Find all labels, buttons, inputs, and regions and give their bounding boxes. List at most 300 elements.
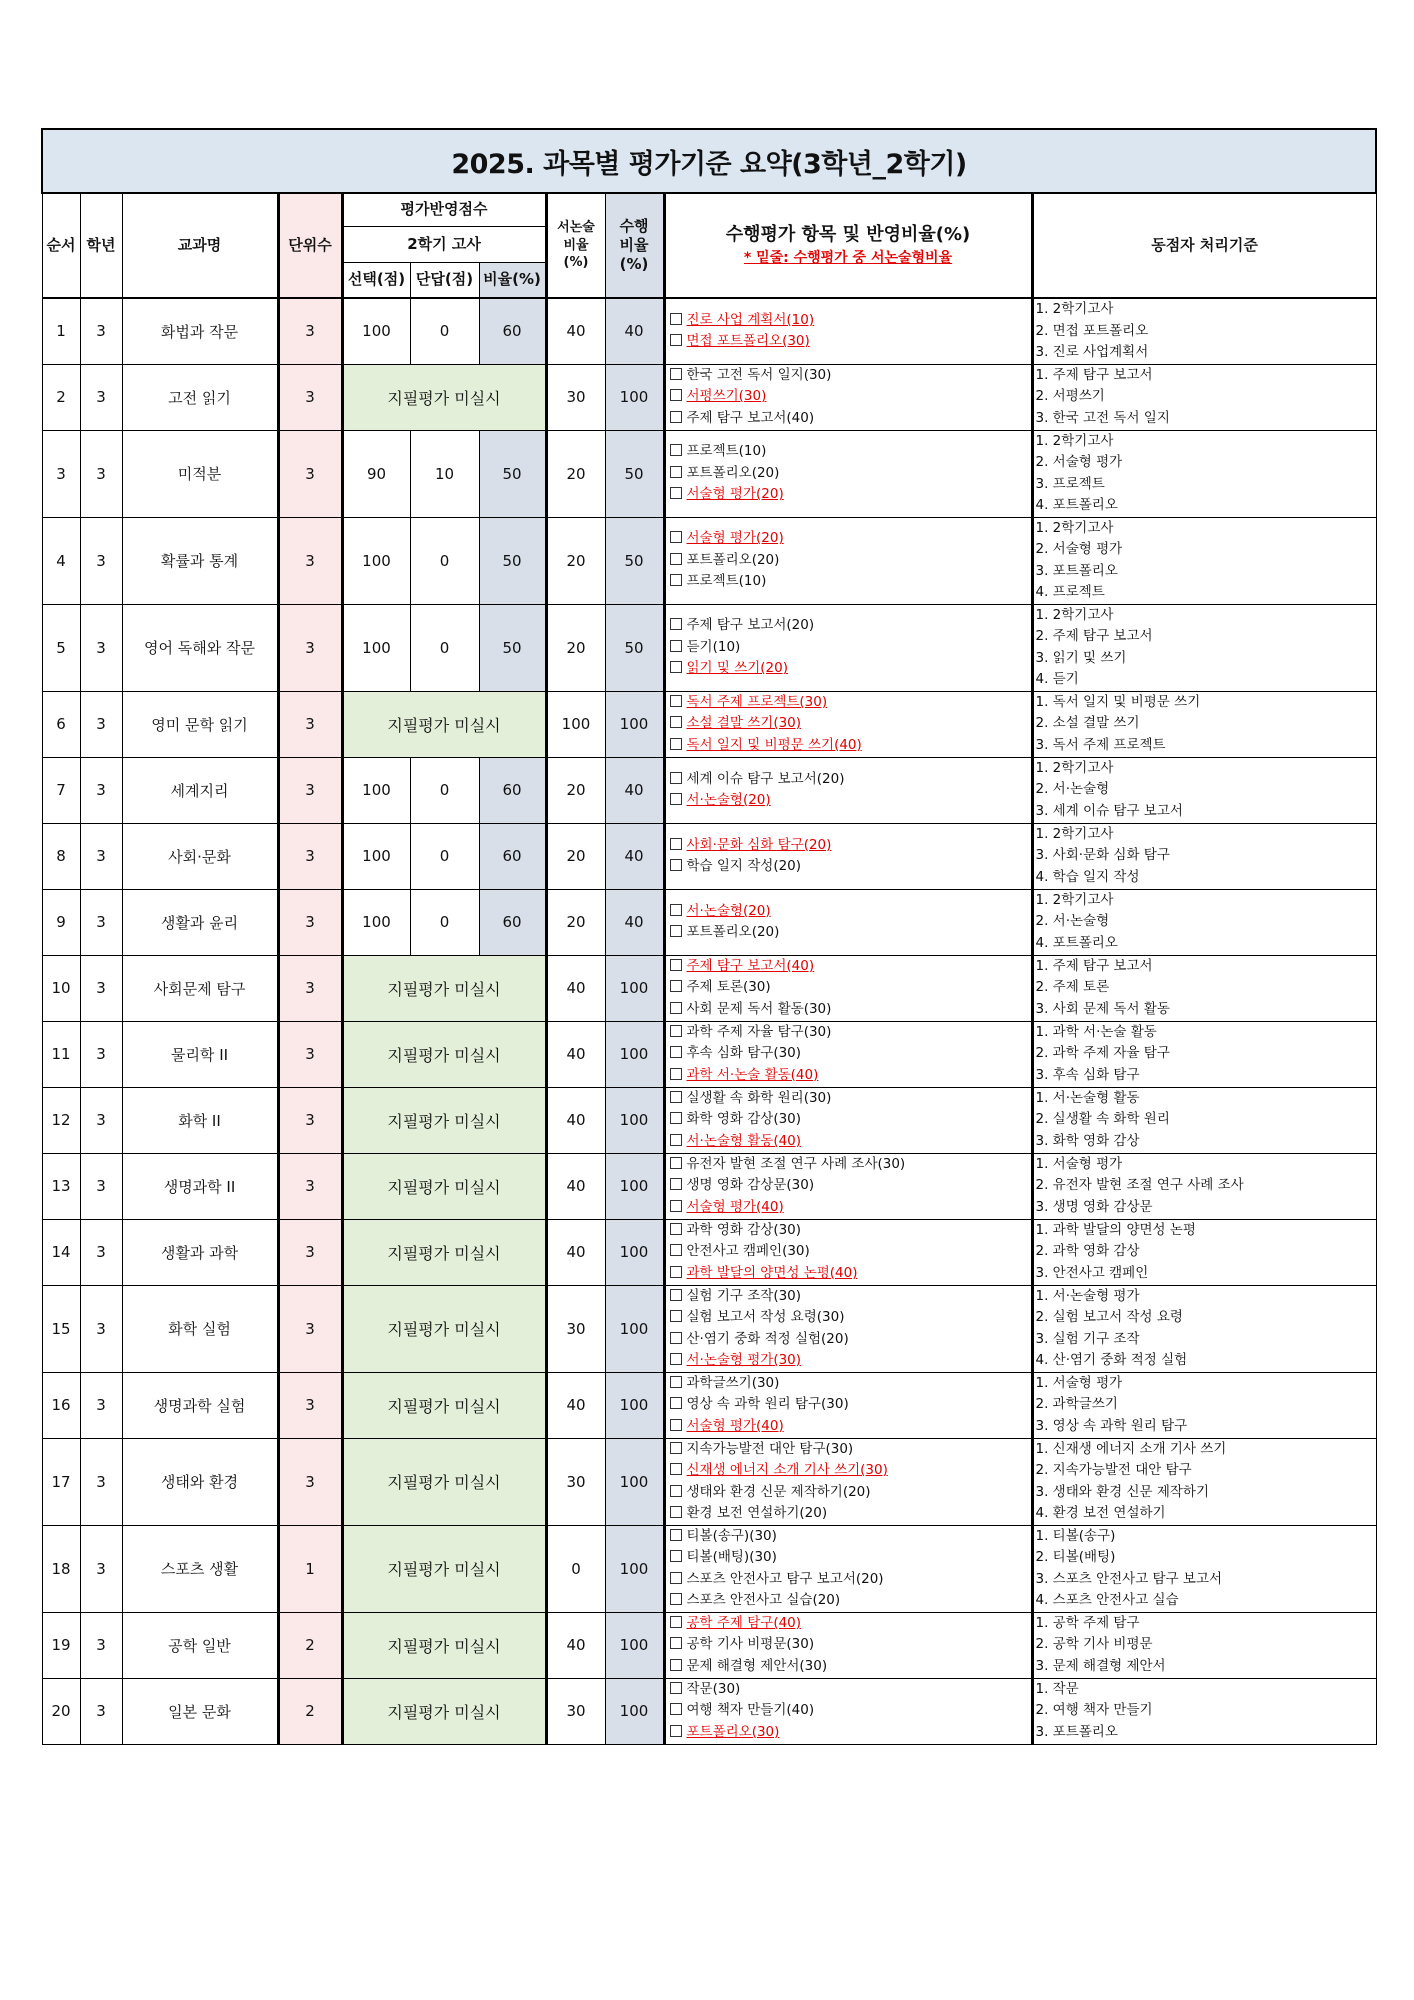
perf-item-label: 스포츠 안전사고 실습(20) (686, 1592, 841, 1608)
tie-rule-item: 2. 여행 책자 만들기 (1035, 1702, 1153, 1719)
tie-rule-item: 1. 주제 탐구 보고서 (1035, 957, 1153, 974)
table-row (42, 1087, 1376, 1153)
perf-item-label: 과학글쓰기(30) (686, 1374, 780, 1391)
table-row (42, 955, 1376, 1021)
grade-cell: 3 (80, 1525, 122, 1612)
grade-cell: 3 (80, 1285, 122, 1372)
short-score-cell: 0 (410, 604, 479, 691)
no-written-exam-cell: 지필평가 미실시 (342, 1219, 546, 1285)
perf-ratio-cell: 50 (605, 517, 664, 604)
perf-ratio-cell: 50 (605, 430, 664, 517)
short-score-cell: 0 (410, 298, 479, 364)
tie-rule-item: 2. 주제 토론 (1035, 979, 1110, 996)
exam-ratio-cell: 60 (479, 889, 546, 955)
short-score-cell: 0 (410, 757, 479, 823)
order-cell: 10 (42, 955, 80, 1021)
perf-item (670, 441, 1031, 463)
perf-item-label: 티볼(송구)(30) (686, 1527, 777, 1544)
table-row (42, 364, 1376, 430)
tie-rule-item: 2. 과학 영화 감상 (1035, 1243, 1140, 1260)
checkbox-icon (670, 1332, 682, 1344)
perf-item (670, 1197, 1031, 1219)
perf-item-essay-label: 면접 포트폴리오(30) (686, 333, 810, 350)
no-written-exam-cell: 지필평가 미실시 (342, 1021, 546, 1087)
perf-item-essay-label: 신재생 에너지 소개 기사 쓰기(30) (686, 1462, 888, 1478)
tie-rule-item: 1. 공학 주제 탐구 (1035, 1614, 1140, 1631)
checkbox-icon (670, 716, 682, 728)
perf-items-cell (664, 889, 1032, 955)
perf-item-label: 화학 영화 감상(30) (686, 1111, 802, 1128)
essay-ratio-cell: 20 (546, 430, 605, 517)
perf-item (670, 1482, 1031, 1504)
checkbox-icon (670, 1572, 682, 1584)
checkbox-icon (670, 411, 682, 423)
choice-score-cell: 100 (342, 298, 410, 364)
checkbox-icon (670, 1134, 682, 1146)
checkbox-icon (670, 531, 682, 543)
essay-ratio-cell: 20 (546, 889, 605, 955)
tie-rule-cell (1032, 1438, 1376, 1525)
grade-cell: 3 (80, 889, 122, 955)
tie-rule-item: 2. 소설 결말 쓰기 (1035, 715, 1140, 732)
tie-rule-item: 1. 2학기고사 (1035, 759, 1114, 776)
subject-cell: 생명과학 II (122, 1153, 278, 1219)
tie-rule-cell (1032, 1153, 1376, 1219)
grade-cell: 3 (80, 364, 122, 430)
checkbox-icon (670, 1025, 682, 1037)
order-cell: 9 (42, 889, 80, 955)
tie-rule-cell (1032, 691, 1376, 757)
checkbox-icon (670, 1725, 682, 1737)
perf-item (670, 1679, 1031, 1701)
tie-rule-item: 3. 화학 영화 감상 (1035, 1132, 1140, 1149)
tie-rule-item: 3. 포트폴리오 (1035, 1723, 1118, 1740)
tie-rule-item: 3. 독서 주제 프로젝트 (1035, 736, 1166, 753)
perf-item (670, 1220, 1031, 1242)
no-written-exam-cell: 지필평가 미실시 (342, 1153, 546, 1219)
perf-item-label: 실생활 속 화학 원리(30) (686, 1089, 832, 1106)
units-cell: 3 (278, 1087, 342, 1153)
perf-ratio-cell: 100 (605, 1153, 664, 1219)
perf-item (670, 615, 1031, 637)
criteria-table (41, 128, 1377, 1745)
units-cell: 3 (278, 1219, 342, 1285)
grade-cell: 3 (80, 604, 122, 691)
tie-rule-cell (1032, 604, 1376, 691)
essay-ratio-cell: 40 (546, 1021, 605, 1087)
header-choice: 선택(점) (342, 262, 410, 298)
checkbox-icon (670, 1419, 682, 1431)
tie-rule-item: 1. 티볼(송구) (1035, 1527, 1116, 1544)
units-cell: 3 (278, 955, 342, 1021)
perf-item-label: 실험 보고서 작성 요령(30) (686, 1309, 845, 1325)
perf-item-label: 과학 주제 자율 탐구(30) (686, 1023, 832, 1040)
units-cell: 3 (278, 517, 342, 604)
grade-cell: 3 (80, 823, 122, 889)
perf-ratio-cell: 100 (605, 1678, 664, 1744)
checkbox-icon (670, 1682, 682, 1694)
table-row (42, 1525, 1376, 1612)
short-score-cell: 10 (410, 430, 479, 517)
perf-item (670, 1043, 1031, 1065)
perf-item-label: 실험 기구 조작(30) (686, 1287, 802, 1304)
checkbox-icon (670, 1046, 682, 1058)
exam-ratio-cell: 60 (479, 298, 546, 364)
tie-rule-item: 2. 서·논술형 (1035, 913, 1110, 930)
units-cell: 3 (278, 691, 342, 757)
perf-item-essay-label: 서·논술형 평가(30) (686, 1352, 802, 1368)
tie-rule-item: 2. 면접 포트폴리오 (1035, 322, 1149, 339)
perf-item (670, 1154, 1031, 1176)
perf-items-cell (664, 1525, 1032, 1612)
perf-item (670, 790, 1031, 812)
units-cell: 3 (278, 364, 342, 430)
checkbox-icon (670, 1442, 682, 1454)
tie-rule-item: 1. 서술형 평가 (1035, 1374, 1123, 1391)
tie-rule-item: 1. 신재생 에너지 소개 기사 쓰기 (1035, 1440, 1227, 1457)
perf-item-label: 생명 영화 감상문(30) (686, 1177, 815, 1194)
perf-item (670, 901, 1031, 923)
perf-item (670, 637, 1031, 659)
subject-cell: 영어 독해와 작문 (122, 604, 278, 691)
essay-ratio-cell: 30 (546, 364, 605, 430)
units-cell: 3 (278, 1285, 342, 1372)
checkbox-icon (670, 1506, 682, 1518)
table-row (42, 517, 1376, 604)
subject-cell: 화학 II (122, 1087, 278, 1153)
perf-ratio-cell: 100 (605, 364, 664, 430)
perf-ratio-cell: 50 (605, 604, 664, 691)
checkbox-icon (670, 1068, 682, 1080)
perf-item-label: 포트폴리오(20) (686, 464, 780, 481)
table-row (42, 1438, 1376, 1525)
perf-item (670, 692, 1031, 714)
essay-ratio-cell: 40 (546, 955, 605, 1021)
essay-ratio-cell: 20 (546, 517, 605, 604)
essay-ratio-cell: 100 (546, 691, 605, 757)
tie-rule-item: 4. 환경 보전 연설하기 (1035, 1505, 1166, 1521)
perf-item (670, 550, 1031, 572)
perf-ratio-cell: 40 (605, 823, 664, 889)
perf-items-cell (664, 1153, 1032, 1219)
checkbox-icon (670, 904, 682, 916)
tie-rule-item: 2. 주제 탐구 보고서 (1035, 628, 1153, 644)
perf-item-essay-label: 서술형 평가(40) (686, 1417, 784, 1434)
perf-items-cell (664, 364, 1032, 430)
perf-items-cell (664, 757, 1032, 823)
perf-item-essay-label: 과학 서·논술 활동(40) (686, 1066, 819, 1083)
perf-item (670, 735, 1031, 757)
perf-item (670, 484, 1031, 506)
tie-rule-item: 3. 한국 고전 독서 일지 (1035, 409, 1170, 426)
essay-ratio-cell: 40 (546, 1372, 605, 1438)
perf-item (670, 1656, 1031, 1678)
no-written-exam-cell: 지필평가 미실시 (342, 1372, 546, 1438)
checkbox-icon (670, 368, 682, 380)
perf-items-cell (664, 604, 1032, 691)
order-cell: 19 (42, 1612, 80, 1678)
order-cell: 8 (42, 823, 80, 889)
tie-rule-item: 3. 생명 영화 감상문 (1035, 1198, 1153, 1215)
perf-item-label: 주제 토론(30) (686, 979, 771, 996)
perf-item-label: 스포츠 안전사고 탐구 보고서(20) (686, 1570, 884, 1587)
perf-items-cell (664, 1021, 1032, 1087)
perf-item (670, 1394, 1031, 1416)
subject-cell: 사회·문화 (122, 823, 278, 889)
tie-rule-item: 3. 진로 사업계획서 (1035, 344, 1149, 360)
order-cell: 13 (42, 1153, 80, 1219)
exam-ratio-cell: 50 (479, 604, 546, 691)
grade-cell: 3 (80, 1612, 122, 1678)
tie-rule-item: 1. 2학기고사 (1035, 519, 1114, 536)
table-row (42, 604, 1376, 691)
checkbox-icon (670, 1157, 682, 1169)
tie-rule-item: 3. 포트폴리오 (1035, 562, 1118, 579)
choice-score-cell: 100 (342, 823, 410, 889)
tie-rule-item: 3. 스포츠 안전사고 탐구 보고서 (1035, 1570, 1223, 1587)
perf-item-label: 프로젝트(10) (686, 573, 767, 590)
checkbox-icon (670, 313, 682, 325)
subject-cell: 고전 읽기 (122, 364, 278, 430)
tie-rule-item: 3. 사회·문화 심화 탐구 (1035, 847, 1170, 864)
perf-item-label: 티볼(배팅)(30) (686, 1549, 777, 1565)
checkbox-icon (670, 1616, 682, 1628)
units-cell: 3 (278, 889, 342, 955)
subject-cell: 미적분 (122, 430, 278, 517)
header-perf-ratio: 수행 비율 (%) (605, 193, 664, 298)
tie-rule-item: 3. 세계 이슈 탐구 보고서 (1035, 802, 1183, 819)
subject-cell: 물리학 II (122, 1021, 278, 1087)
tie-rule-item: 2. 티볼(배팅) (1035, 1549, 1116, 1565)
tie-rule-item: 1. 2학기고사 (1035, 606, 1114, 623)
checkbox-icon (670, 1289, 682, 1301)
header-order: 순서 (42, 193, 80, 298)
perf-item-label: 한국 고전 독서 일지(30) (686, 366, 832, 383)
tie-rule-item: 4. 포트폴리오 (1035, 934, 1118, 951)
tie-rule-item: 2. 유전자 발현 조절 연구 사례 조사 (1035, 1177, 1244, 1194)
tie-rule-item: 1. 과학 발달의 양면성 논평 (1035, 1221, 1196, 1238)
perf-item-essay-label: 과학 발달의 양면성 논평(40) (686, 1264, 858, 1281)
header-tie-rule: 동점자 처리기준 (1032, 193, 1376, 298)
essay-ratio-cell: 30 (546, 1285, 605, 1372)
checkbox-icon (670, 1200, 682, 1212)
perf-items-cell (664, 1372, 1032, 1438)
checkbox-icon (670, 1353, 682, 1365)
tie-rule-item: 2. 공학 기사 비평문 (1035, 1636, 1153, 1653)
perf-item-label: 사회 문제 독서 활동(30) (686, 1000, 832, 1017)
essay-ratio-cell: 20 (546, 604, 605, 691)
perf-item-essay-label: 서·논술형 활동(40) (686, 1132, 802, 1149)
perf-item (670, 1416, 1031, 1438)
table-row (42, 1372, 1376, 1438)
perf-item (670, 1241, 1031, 1263)
perf-item-label: 산·염기 중화 적정 실험(20) (686, 1330, 849, 1347)
no-written-exam-cell: 지필평가 미실시 (342, 955, 546, 1021)
units-cell: 3 (278, 1438, 342, 1525)
perf-ratio-cell: 100 (605, 1087, 664, 1153)
tie-rule-item: 3. 후속 심화 탐구 (1035, 1066, 1140, 1083)
tie-rule-item: 1. 독서 일지 및 비평문 쓰기 (1035, 693, 1201, 710)
perf-item (670, 1613, 1031, 1635)
perf-items-cell (664, 1285, 1032, 1372)
no-written-exam-cell: 지필평가 미실시 (342, 364, 546, 430)
header-ratio: 비율(%) (479, 262, 546, 298)
order-cell: 15 (42, 1285, 80, 1372)
header-subject: 교과명 (122, 193, 278, 298)
perf-item-essay-label: 서술형 평가(20) (686, 530, 784, 547)
units-cell: 3 (278, 1153, 342, 1219)
header-units: 단위수 (278, 193, 342, 298)
grade-cell: 3 (80, 1087, 122, 1153)
tie-rule-cell (1032, 955, 1376, 1021)
perf-item (670, 658, 1031, 680)
checkbox-icon (670, 838, 682, 850)
perf-item (670, 571, 1031, 593)
perf-ratio-cell: 100 (605, 1612, 664, 1678)
checkbox-icon (670, 1223, 682, 1235)
exam-ratio-cell: 60 (479, 823, 546, 889)
perf-item (670, 365, 1031, 387)
short-score-cell: 0 (410, 889, 479, 955)
subject-cell: 세계지리 (122, 757, 278, 823)
header-essay-ratio: 서논술 비율 (%) (546, 193, 605, 298)
table-row (42, 691, 1376, 757)
grade-cell: 3 (80, 517, 122, 604)
perf-item (670, 1329, 1031, 1351)
checkbox-icon (670, 772, 682, 784)
perf-item (670, 835, 1031, 857)
perf-item (670, 386, 1031, 408)
subject-cell: 화법과 작문 (122, 298, 278, 364)
perf-item-essay-label: 사회·문화 심화 탐구(20) (686, 836, 832, 853)
perf-item-label: 여행 책자 만들기(40) (686, 1702, 815, 1719)
perf-item (670, 1263, 1031, 1285)
perf-item (670, 1022, 1031, 1044)
perf-items-cell (664, 1219, 1032, 1285)
tie-rule-cell (1032, 1612, 1376, 1678)
checkbox-icon (670, 1091, 682, 1103)
tie-rule-item: 2. 과학글쓰기 (1035, 1396, 1118, 1413)
no-written-exam-cell: 지필평가 미실시 (342, 1678, 546, 1744)
tie-rule-item: 2. 지속가능발전 대안 탐구 (1035, 1462, 1192, 1478)
perf-item-essay-label: 서술형 평가(20) (686, 486, 784, 503)
tie-rule-cell (1032, 517, 1376, 604)
perf-item-label: 듣기(10) (686, 638, 741, 655)
perf-item (670, 769, 1031, 791)
tie-rule-item: 1. 2학기고사 (1035, 891, 1114, 908)
units-cell: 3 (278, 604, 342, 691)
checkbox-icon (670, 925, 682, 937)
essay-ratio-cell: 40 (546, 1612, 605, 1678)
order-cell: 16 (42, 1372, 80, 1438)
short-score-cell: 0 (410, 517, 479, 604)
header-grade: 학년 (80, 193, 122, 298)
checkbox-icon (670, 1310, 682, 1322)
tie-rule-item: 1. 서술형 평가 (1035, 1155, 1123, 1172)
exam-ratio-cell: 50 (479, 430, 546, 517)
essay-ratio-cell: 30 (546, 1678, 605, 1744)
checkbox-icon (670, 444, 682, 456)
units-cell: 3 (278, 1021, 342, 1087)
checkbox-icon (670, 1659, 682, 1671)
essay-ratio-cell: 40 (546, 298, 605, 364)
perf-items-cell (664, 1678, 1032, 1744)
perf-ratio-cell: 100 (605, 1372, 664, 1438)
grade-cell: 3 (80, 1021, 122, 1087)
perf-ratio-cell: 40 (605, 757, 664, 823)
tie-rule-item: 1. 서·논술형 평가 (1035, 1287, 1140, 1304)
grade-cell: 3 (80, 1678, 122, 1744)
tie-rule-item: 3. 문제 해결형 제안서 (1035, 1657, 1166, 1674)
perf-ratio-cell: 100 (605, 1021, 664, 1087)
perf-item (670, 1547, 1031, 1569)
perf-item (670, 1569, 1031, 1591)
perf-items-cell (664, 691, 1032, 757)
tie-rule-item: 3. 실험 기구 조작 (1035, 1330, 1140, 1347)
perf-item (670, 1634, 1031, 1656)
perf-item-label: 생태와 환경 신문 제작하기(20) (686, 1483, 871, 1500)
checkbox-icon (670, 959, 682, 971)
perf-items-cell (664, 1438, 1032, 1525)
tie-rule-cell (1032, 430, 1376, 517)
order-cell: 7 (42, 757, 80, 823)
perf-item-essay-label: 포트폴리오(30) (686, 1723, 780, 1740)
order-cell: 5 (42, 604, 80, 691)
tie-rule-cell (1032, 1087, 1376, 1153)
tie-rule-item: 2. 서술형 평가 (1035, 454, 1123, 470)
essay-ratio-cell: 20 (546, 757, 605, 823)
perf-item (670, 408, 1031, 430)
perf-item (670, 1307, 1031, 1329)
perf-item-essay-label: 주제 탐구 보고서(40) (686, 957, 815, 974)
tie-rule-item: 1. 2학기고사 (1035, 301, 1114, 317)
perf-item-label: 주제 탐구 보고서(40) (686, 409, 815, 426)
perf-item-label: 유전자 발현 조절 연구 사례 조사(30) (686, 1155, 906, 1172)
perf-item-essay-label: 독서 일지 및 비평문 쓰기(40) (686, 736, 862, 753)
order-cell: 18 (42, 1525, 80, 1612)
perf-item (670, 1373, 1031, 1395)
perf-item (670, 956, 1031, 978)
perf-items-cell (664, 517, 1032, 604)
tie-rule-cell (1032, 1285, 1376, 1372)
perf-item (670, 528, 1031, 550)
units-cell: 2 (278, 1612, 342, 1678)
checkbox-icon (670, 980, 682, 992)
essay-ratio-cell: 20 (546, 823, 605, 889)
perf-ratio-cell: 100 (605, 1219, 664, 1285)
perf-item-essay-label: 서·논술형(20) (686, 792, 771, 808)
perf-item-label: 공학 기사 비평문(30) (686, 1636, 815, 1653)
perf-ratio-cell: 100 (605, 1525, 664, 1612)
units-cell: 3 (278, 757, 342, 823)
checkbox-icon (670, 1485, 682, 1497)
perf-item-label: 문제 해결형 제안서(30) (686, 1657, 828, 1674)
tie-rule-item: 4. 듣기 (1035, 671, 1079, 687)
perf-item-essay-label: 진로 사업 계획서(10) (686, 311, 815, 328)
tie-rule-cell (1032, 1219, 1376, 1285)
underline-note: * 밑줄: 수행평가 중 서논술형비율 (743, 249, 953, 266)
perf-item-label: 프로젝트(10) (686, 443, 767, 460)
perf-item-label: 지속가능발전 대안 탐구(30) (686, 1440, 854, 1457)
perf-item-essay-label: 독서 주제 프로젝트(30) (686, 693, 828, 710)
order-cell: 3 (42, 430, 80, 517)
perf-item-essay-label: 읽기 및 쓰기(20) (686, 660, 788, 677)
subject-cell: 생태와 환경 (122, 1438, 278, 1525)
header-perf-items-cell (664, 193, 1032, 298)
order-cell: 2 (42, 364, 80, 430)
tie-rule-item: 2. 실험 보고서 작성 요령 (1035, 1309, 1183, 1325)
tie-rule-item: 3. 프로젝트 (1035, 475, 1105, 492)
